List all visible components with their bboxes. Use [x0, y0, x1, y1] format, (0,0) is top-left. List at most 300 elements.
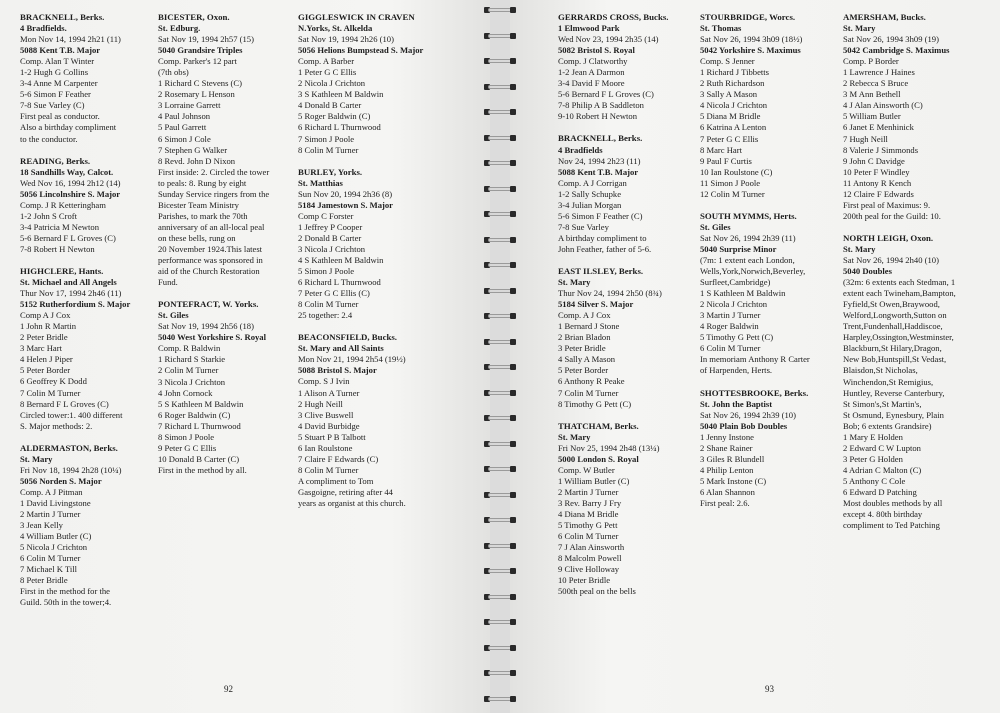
entry-line: 4 John Cornock — [158, 387, 213, 398]
entry-line: 3-4 Anne M Carpenter — [20, 78, 98, 89]
entry-line: Also a birthday compliment — [20, 122, 117, 133]
binding-coil — [484, 389, 516, 397]
entry-line: 9-10 Robert H Newton — [558, 111, 638, 122]
entry-line: 5 Peter Border — [558, 365, 609, 376]
entry-line: 1 John R Martin — [20, 321, 77, 332]
entry-line: 5 William Butler — [843, 111, 901, 122]
entry-line: St Simon's,St Martin's, — [843, 398, 922, 409]
peal-date: Sat Nov 26, 1994 3h09 (19) — [843, 34, 939, 45]
method-name: 5040 Plain Bob Doubles — [700, 420, 788, 431]
entry-line: Comp. J R Ketteringham — [20, 199, 106, 210]
peal-entry — [158, 299, 293, 476]
entry-line: Comp. J Clatworthy — [558, 56, 628, 67]
location-heading: THATCHAM, Berks. — [558, 420, 639, 431]
location-heading: ALDERMASTON, Berks. — [20, 442, 118, 453]
binding-coil — [484, 159, 516, 167]
entry-line: 11 Simon J Poole — [700, 177, 761, 188]
tower-name: N.Yorks, St. Alkelda — [298, 23, 373, 34]
peal-entry — [20, 156, 145, 255]
entry-line: 1 David Livingstone — [20, 497, 91, 508]
location-heading: BEACONSFIELD, Bucks. — [298, 332, 397, 343]
entry-line: 1 Richard S Starkie — [158, 354, 226, 365]
peal-entry — [843, 233, 993, 531]
method-name: 5040 Grandsire Triples — [158, 45, 243, 56]
entry-line: 4 Nicola J Crichton — [700, 100, 768, 111]
tower-name: St. Mary — [20, 453, 53, 464]
tower-name: St. Mary — [558, 431, 591, 442]
entry-line: 6 Ian Roulstone — [298, 442, 353, 453]
binding-coil — [484, 363, 516, 371]
left-page — [0, 0, 490, 713]
peal-date: Mon Nov 14, 1994 2h21 (11) — [20, 34, 121, 45]
entry-line: 9 Peter G C Ellis — [158, 442, 217, 453]
entry-line: 3 Jean Kelly — [20, 520, 63, 531]
peal-entry — [20, 443, 145, 609]
column — [700, 12, 835, 520]
method-name: 5000 London S. Royal — [558, 453, 639, 464]
binding-coil — [484, 287, 516, 295]
entry-line: First peal as conductor. — [20, 111, 100, 122]
entry-line: 4 Roger Baldwin — [700, 321, 759, 332]
entry-line: 7 Simon J Poole — [298, 133, 355, 144]
right-page — [510, 0, 1000, 713]
binding-coil — [484, 669, 516, 677]
location-heading: PONTEFRACT, W. Yorks. — [158, 299, 259, 310]
entry-line: 7 Colin M Turner — [558, 387, 619, 398]
peal-entry — [558, 266, 693, 410]
entry-line: 2 Brian Bladon — [558, 332, 611, 343]
entry-line: 5-6 Simon F Feather — [20, 89, 91, 100]
entry-line: 20 November 1924.This latest — [158, 243, 263, 254]
tower-name: St. Giles — [700, 221, 731, 232]
entry-line: 1 Jenny Instone — [700, 431, 754, 442]
entry-line: (32m: 6 extents each Stedman, 1 — [843, 277, 956, 288]
entry-line: Comp. S J Ivin — [298, 376, 350, 387]
peal-date: Fri Nov 18, 1994 2h28 (10¼) — [20, 464, 122, 475]
tower-name: 4 Bradfields — [558, 144, 603, 155]
peal-entry — [700, 12, 835, 200]
entry-line: 7-8 Robert H Newton — [20, 243, 95, 254]
method-name: 5056 Norden S. Major — [20, 475, 102, 486]
peal-date: Sun Nov 20, 1994 2h36 (8) — [298, 188, 393, 199]
entry-line: 4 Paul Johnson — [158, 111, 211, 122]
binding-coil — [484, 618, 516, 626]
column — [158, 12, 293, 487]
entry-line: 5 Timothy G Pett — [558, 520, 618, 531]
tower-name: St. Mary and All Saints — [298, 343, 384, 354]
binding-coil — [484, 465, 516, 473]
entry-line: Circled tower:1. 400 different — [20, 409, 123, 420]
entry-line: St Osmund, Eynesbury, Plain — [843, 409, 944, 420]
entry-line: 3 Giles R Blundell — [700, 453, 765, 464]
entry-line: 9 John C Davidge — [843, 155, 905, 166]
entry-line: 1 Bernard J Stone — [558, 321, 620, 332]
entry-line: 6 Colin M Turner — [700, 343, 761, 354]
method-name: 5040 Surprise Minor — [700, 243, 777, 254]
entry-line: Comp A J Cox — [20, 310, 71, 321]
entry-line: A birthday compliment to — [558, 232, 647, 243]
peal-date: Mon Nov 21, 1994 2h54 (19½) — [298, 354, 406, 365]
entry-line: 3 Sally A Mason — [700, 89, 758, 100]
method-name: 5056 Helions Bumpstead S. Major — [298, 45, 424, 56]
entry-line: anniversary of an all-local peal — [158, 221, 265, 232]
entry-line: 7 Colin M Turner — [20, 387, 81, 398]
peal-entry — [20, 12, 145, 145]
entry-line: 1 Lawrence J Haines — [843, 67, 915, 78]
entry-line: to peals: 8. Rung by eight — [158, 177, 247, 188]
location-heading: HIGHCLERE, Hants. — [20, 265, 104, 276]
entry-line: Fund. — [158, 277, 178, 288]
entry-line: Comp. W Butler — [558, 464, 615, 475]
entry-line: extent each Twineham,Bampton, — [843, 288, 956, 299]
location-heading: GIGGLESWICK IN CRAVEN — [298, 12, 415, 22]
entry-line: In memoriam Anthony R Carter — [700, 354, 810, 365]
binding-coil — [484, 108, 516, 116]
tower-name: St. John the Baptist — [700, 398, 773, 409]
location-heading: GERRARDS CROSS, Bucks. — [558, 12, 669, 22]
entry-line: 1 Peter G C Ellis — [298, 67, 357, 78]
entry-line: 5 Timothy G Pett (C) — [700, 332, 774, 343]
peal-entry — [843, 12, 993, 222]
entry-line: 1 William Butler (C) — [558, 475, 630, 486]
entry-line: 7-8 Philip A B Saddleton — [558, 100, 644, 111]
entry-line: 1-2 John S Croft — [20, 210, 78, 221]
tower-name: 4 Bradfields. — [20, 23, 67, 34]
page-number: 92 — [224, 684, 233, 694]
entry-line: 3-4 Patricia M Newton — [20, 221, 99, 232]
entry-line: 8 Revd. John D Nixon — [158, 155, 236, 166]
entry-line: 6 Alan Shannon — [700, 486, 755, 497]
entry-line: 3-4 David F Moore — [558, 78, 625, 89]
entry-line: 7 Michael K Till — [20, 564, 78, 575]
column — [20, 12, 145, 619]
location-heading: SOUTH MYMMS, Herts. — [700, 210, 797, 221]
entry-line: 1 Mary E Holden — [843, 431, 903, 442]
entry-line: 4 Sally A Mason — [558, 354, 616, 365]
entry-line: Comp. A J Cox — [558, 310, 611, 321]
peal-date: Sat Nov 26, 1994 3h09 (18½) — [700, 34, 803, 45]
entry-line: 7 Claire F Edwards (C) — [298, 453, 379, 464]
entry-line: New Bob,Huntspill,St Vedast, — [843, 354, 947, 365]
peal-entry — [558, 133, 693, 255]
entry-line: 3 Peter G Holden — [843, 453, 903, 464]
entry-line: 4 Adrian C Malton (C) — [843, 464, 922, 475]
entry-line: Bicester Team Ministry — [158, 199, 239, 210]
entry-line: 7 J Alan Ainsworth — [558, 542, 625, 553]
entry-line: 10 Donald B Carter (C) — [158, 453, 240, 464]
entry-line: 10 Ian Roulstone (C) — [700, 166, 773, 177]
entry-line: 5 Stuart P B Talbott — [298, 431, 366, 442]
entry-line: 5 Mark Instone (C) — [700, 475, 767, 486]
entry-line: 3-4 Julian Morgan — [558, 199, 622, 210]
method-name: 5082 Bristol S. Royal — [558, 45, 635, 56]
entry-line: Comp. A J Pitman — [20, 486, 83, 497]
peal-entry — [298, 167, 448, 322]
entry-line: 5 Nicola J Crichton — [20, 542, 88, 553]
entry-line: 3 Nicola J Crichton — [158, 376, 226, 387]
peal-date: Sat Nov 19, 1994 2h57 (15) — [158, 34, 254, 45]
tower-name: 18 Sandhills Way, Calcot. — [20, 166, 114, 177]
peal-date: Sat Nov 19, 1994 2h26 (10) — [298, 34, 394, 45]
entry-line: 2 Hugh Neill — [298, 398, 343, 409]
entry-line: Comp. A J Corrigan — [558, 177, 627, 188]
entry-line: 2 Martin J Turner — [558, 486, 619, 497]
entry-line: Huntley, Reverse Canterbury, — [843, 387, 945, 398]
entry-line: 5-6 Simon F Feather (C) — [558, 210, 643, 221]
method-name: 5184 Silver S. Major — [558, 299, 634, 310]
entry-line: Comp. S Jenner — [700, 56, 755, 67]
entry-line: 5 Peter Border — [20, 365, 71, 376]
entry-line: 3 Martin J Turner — [700, 310, 761, 321]
entry-line: 8 Simon J Poole — [158, 431, 215, 442]
tower-name: St. Michael and All Angels — [20, 277, 117, 288]
entry-line: Comp. Alan T Winter — [20, 56, 95, 67]
binding-coil — [484, 236, 516, 244]
entry-line: 4 S Kathleen M Baldwin — [298, 254, 384, 265]
entry-line: Surfleet,Cambridge) — [700, 277, 771, 288]
entry-line: Blaisdon,St Nicholas, — [843, 365, 918, 376]
entry-line: Comp. P Border — [843, 56, 899, 67]
entry-line: 5 Diana M Bridle — [700, 111, 761, 122]
entry-line: (7th obs) — [158, 67, 189, 78]
entry-line: Welford,Longworth,Sutton on — [843, 310, 947, 321]
entry-line: First inside: 2. Circled the tower — [158, 166, 270, 177]
entry-line: Fyfield,St Owen,Braywood, — [843, 299, 940, 310]
method-name: 5056 Lincolnshire S. Major — [20, 188, 121, 199]
peal-entry — [298, 12, 448, 156]
peal-entry — [558, 421, 693, 598]
entry-line: 10 Peter Bridle — [558, 575, 611, 586]
entry-line: 6 Anthony R Peake — [558, 376, 625, 387]
peal-date: Fri Nov 25, 1994 2h48 (13¼) — [558, 442, 660, 453]
entry-line: Comp. A Barber — [298, 56, 355, 67]
entry-line: Bob; 6 extents Grandsire) — [843, 420, 932, 431]
entry-line: 7 Peter G C Ellis (C) — [298, 288, 370, 299]
entry-line: 8 Valerie J Simmonds — [843, 144, 919, 155]
entry-line: 8 Colin M Turner — [298, 144, 359, 155]
entry-line: of Harpenden, Herts. — [700, 365, 773, 376]
entry-line: 2 Martin J Turner — [20, 508, 81, 519]
entry-line: 6 Richard L Thurnwood — [298, 122, 381, 133]
binding-coil — [484, 83, 516, 91]
entry-line: Comp. R Baldwin — [158, 343, 221, 354]
entry-line: 2 Rosemary L Henson — [158, 89, 235, 100]
entry-line: years as organist at this church. — [298, 497, 406, 508]
entry-line: 2 Rebecca S Bruce — [843, 78, 909, 89]
entry-line: 2 Ruth Richardson — [700, 78, 765, 89]
entry-line: 4 David Burbidge — [298, 420, 360, 431]
entry-line: 6 Edward D Patching — [843, 486, 917, 497]
method-name: 5184 Jamestown S. Major — [298, 199, 393, 210]
entry-line: 8 Malcolm Powell — [558, 553, 622, 564]
entry-line: 3 S Kathleen M Baldwin — [298, 89, 384, 100]
entry-line: 2 Nicola J Crichton — [298, 78, 366, 89]
binding-coil — [484, 695, 516, 703]
peal-date: Nov 24, 1994 2h23 (11) — [558, 155, 641, 166]
binding-coil — [484, 567, 516, 575]
entry-line: Most doubles methods by all — [843, 498, 943, 509]
entry-line: First peal: 2.6. — [700, 497, 750, 508]
peal-entry — [20, 266, 145, 432]
binding-coil — [484, 210, 516, 218]
binding-coil — [484, 516, 516, 524]
method-name: 5040 West Yorkshire S. Royal — [158, 332, 266, 343]
entry-line: 3 Clive Buswell — [298, 409, 354, 420]
entry-line: 7 Peter G C Ellis — [700, 133, 759, 144]
entry-line: 2 Edward C W Lupton — [843, 442, 921, 453]
entry-line: 5 Simon J Poole — [298, 266, 355, 277]
entry-line: First in the method by all. — [158, 464, 247, 475]
peal-entry — [700, 211, 835, 377]
entry-line: Harpley,Ossington,Westminster, — [843, 332, 954, 343]
peal-entry — [298, 332, 448, 509]
binding-coil — [484, 134, 516, 142]
entry-line: 1-2 Hugh G Collins — [20, 67, 89, 78]
tower-name: St. Giles — [158, 310, 189, 321]
method-name: 5088 Kent T.B. Major — [558, 166, 639, 177]
entry-line: Winchendon,St Remigius, — [843, 376, 934, 387]
entry-line: 6 Colin M Turner — [20, 553, 81, 564]
peal-date: Wed Nov 23, 1994 2h35 (14) — [558, 34, 659, 45]
entry-line: First in the method for the — [20, 586, 110, 597]
entry-line: 4 William Butler (C) — [20, 531, 92, 542]
entry-line: on these bells, rung on — [158, 232, 236, 243]
entry-line: 12 Colin M Turner — [700, 188, 765, 199]
location-heading: BURLEY, Yorks. — [298, 166, 363, 177]
location-heading: READING, Berks. — [20, 155, 91, 166]
tower-name: St. Mary — [843, 23, 876, 34]
spiral-binding — [482, 0, 518, 713]
tower-name: 1 Elmwood Park — [558, 23, 620, 34]
entry-line: 7-8 Sue Varley (C) — [20, 100, 85, 111]
entry-line: 3 Lorraine Garrett — [158, 100, 221, 111]
entry-line: 9 Paul F Curtis — [700, 155, 752, 166]
binding-coil — [484, 261, 516, 269]
entry-line: 12 Claire F Edwards — [843, 188, 914, 199]
entry-line: 4 J Alan Ainsworth (C) — [843, 100, 923, 111]
binding-coil — [484, 414, 516, 422]
entry-line: 8 Colin M Turner — [298, 464, 359, 475]
location-heading: BICESTER, Oxon. — [158, 12, 230, 22]
peal-date: Sat Nov 26, 1994 2h39 (10) — [700, 409, 796, 420]
entry-line: Gasgoigne, retiring after 44 — [298, 486, 393, 497]
location-heading: BRACKNELL, Berks. — [20, 12, 105, 22]
entry-line: Sunday Service ringers from the — [158, 188, 270, 199]
peal-date: Sat Nov 19, 1994 2h56 (18) — [158, 321, 254, 332]
peal-date: Thur Nov 17, 1994 2h46 (11) — [20, 288, 122, 299]
entry-line: 5 Paul Garrett — [158, 122, 207, 133]
tower-name: St. Mary — [558, 277, 591, 288]
binding-coil — [484, 491, 516, 499]
binding-coil — [484, 542, 516, 550]
binding-coil — [484, 32, 516, 40]
entry-line: 10 Peter F Windley — [843, 166, 910, 177]
entry-line: 7 Stephen G Walker — [158, 144, 228, 155]
method-name: 5088 Kent T.B. Major — [20, 45, 101, 56]
entry-line: 500th peal on the bells — [558, 586, 636, 597]
entry-line: 1 Alison A Turner — [298, 387, 360, 398]
binding-coil — [484, 312, 516, 320]
entry-line: 5 Anthony C Cole — [843, 475, 906, 486]
binding-coil — [484, 185, 516, 193]
entry-line: 8 Marc Hart — [700, 144, 742, 155]
method-name: 5042 Yorkshire S. Maximus — [700, 45, 801, 56]
entry-line: 3 Peter Bridle — [558, 343, 606, 354]
entry-line: 4 Donald B Carter — [298, 100, 362, 111]
entry-line: aid of the Church Restoration — [158, 266, 260, 277]
entry-line: 6 Colin M Turner — [558, 531, 619, 542]
column — [558, 12, 693, 608]
binding-coil — [484, 644, 516, 652]
entry-line: 4 Diana M Bridle — [558, 508, 619, 519]
entry-line: 2 Colin M Turner — [158, 365, 219, 376]
entry-line: 6 Roger Baldwin (C) — [158, 409, 231, 420]
method-name: 5040 Doubles — [843, 266, 892, 277]
entry-line: Wells,York,Norwich,Beverley, — [700, 266, 806, 277]
entry-line: Comp. Parker's 12 part — [158, 56, 237, 67]
entry-line: 1 S Kathleen M Baldwin — [700, 288, 786, 299]
entry-line: performance was sponsored in — [158, 255, 263, 266]
location-heading: STOURBRIDGE, Worcs. — [700, 12, 796, 22]
entry-line: John Feather, father of 5-6. — [558, 243, 652, 254]
entry-line: 5 Roger Baldwin (C) — [298, 111, 371, 122]
peal-date: Wed Nov 16, 1994 2h12 (14) — [20, 177, 121, 188]
entry-line: to the conductor. — [20, 133, 78, 144]
binding-coil — [484, 440, 516, 448]
entry-line: Trent,Fundenhall,Haddiscoe, — [843, 321, 943, 332]
tower-name: St. Mary — [843, 243, 876, 254]
entry-line: A compliment to Tom — [298, 475, 374, 486]
entry-line: 7 Hugh Neill — [843, 133, 888, 144]
entry-line: except 4. 80th birthday — [843, 509, 923, 520]
entry-line: First peal of Maximus: 9. — [843, 199, 931, 210]
entry-line: 4 Philip Lenton — [700, 464, 754, 475]
entry-line: 8 Peter Bridle — [20, 575, 68, 586]
column — [298, 12, 448, 520]
entry-line: 200th peal for the Guild: 10. — [843, 210, 941, 221]
entry-line: 11 Antony R Kench — [843, 177, 912, 188]
entry-line: 1-2 Sally Schupke — [558, 188, 622, 199]
entry-line: S. Major methods: 2. — [20, 420, 93, 431]
entry-line: Comp C Forster — [298, 210, 354, 221]
entry-line: 2 Shane Rainer — [700, 442, 753, 453]
tower-name: St. Edburg. — [158, 23, 201, 34]
peal-date: Sat Nov 26, 1994 2h39 (11) — [700, 232, 796, 243]
peal-date: Sat Nov 26, 1994 2h40 (10) — [843, 254, 939, 265]
peal-date: Thur Nov 24, 1994 2h50 (8¾) — [558, 288, 662, 299]
peal-entry — [700, 388, 835, 510]
location-heading: EAST ILSLEY, Berks. — [558, 265, 644, 276]
tower-name: St. Thomas — [700, 23, 742, 34]
entry-line: 3 M Ann Bethell — [843, 89, 901, 100]
entry-line: 2 Nicola J Crichton — [700, 299, 768, 310]
peal-entry — [558, 12, 693, 122]
entry-line: 5 S Kathleen M Baldwin — [158, 398, 244, 409]
entry-line: 1 Richard J Tibbetts — [700, 67, 769, 78]
entry-line: 6 Janet E Menhinick — [843, 122, 914, 133]
tower-name: St. Matthias — [298, 177, 343, 188]
location-heading: BRACKNELL, Berks. — [558, 133, 643, 144]
entry-line: 7-8 Sue Varley — [558, 221, 609, 232]
method-name: 5088 Bristol S. Major — [298, 365, 377, 376]
entry-line: 8 Colin M Turner — [298, 299, 359, 310]
entry-line: 7 Richard L Thurnwood — [158, 420, 241, 431]
binding-coil — [484, 57, 516, 65]
entry-line: compliment to Ted Patching — [843, 520, 940, 531]
entry-line: 6 Katrina A Lenton — [700, 122, 767, 133]
binding-coil — [484, 338, 516, 346]
entry-line: 9 Clive Holloway — [558, 564, 620, 575]
